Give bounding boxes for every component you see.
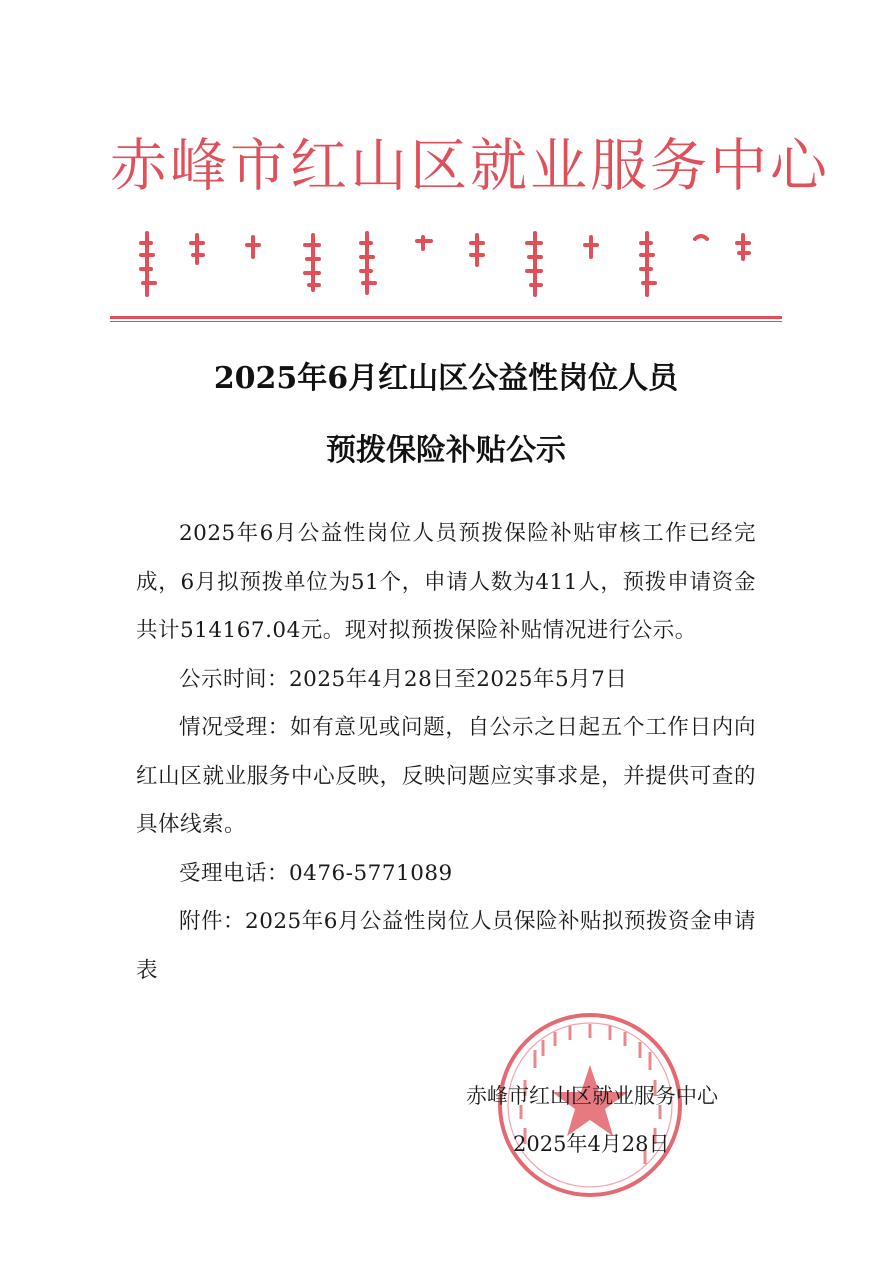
body-paragraph-summary: 2025年6月公益性岗位人员预拨保险补贴审核工作已经完成，6月拟预拨单位为51个，申请人数为411人，预拨申请资金共计514167.04元。现对拟预拨保险补贴情况进行公示。 (136, 521, 756, 643)
letterhead-rule-thin (110, 321, 782, 322)
body-paragraph-period: 公示时间：2025年4月28日至2025年5月7日 (179, 666, 628, 692)
signature-org: 赤峰市红山区就业服务中心 (466, 1084, 718, 1108)
letterhead-title: 赤峰市红山区就业服务中心 (110, 133, 830, 199)
signature-date: 2025年4月28日 (513, 1132, 670, 1156)
letterhead-rule (110, 316, 782, 319)
document-title-line1: 2025年6月红山区公益性岗位人员 (213, 361, 679, 396)
document-title-line2: 预拨保险补贴公示 (326, 433, 566, 468)
body-paragraph-feedback: 情况受理：如有意见或问题，自公示之日起五个工作日内向红山区就业服务中心反映，反映问题应实事求是，并提供可查的具体线索。 (136, 715, 756, 837)
body-paragraph-attachment: 附件：2025年6月公益性岗位人员保险补贴拟预拨资金申请表 (136, 909, 756, 983)
document-body (136, 510, 756, 995)
body-paragraph-phone: 受理电话：0476-5771089 (179, 860, 453, 886)
mongolian-script-icon (135, 225, 760, 305)
